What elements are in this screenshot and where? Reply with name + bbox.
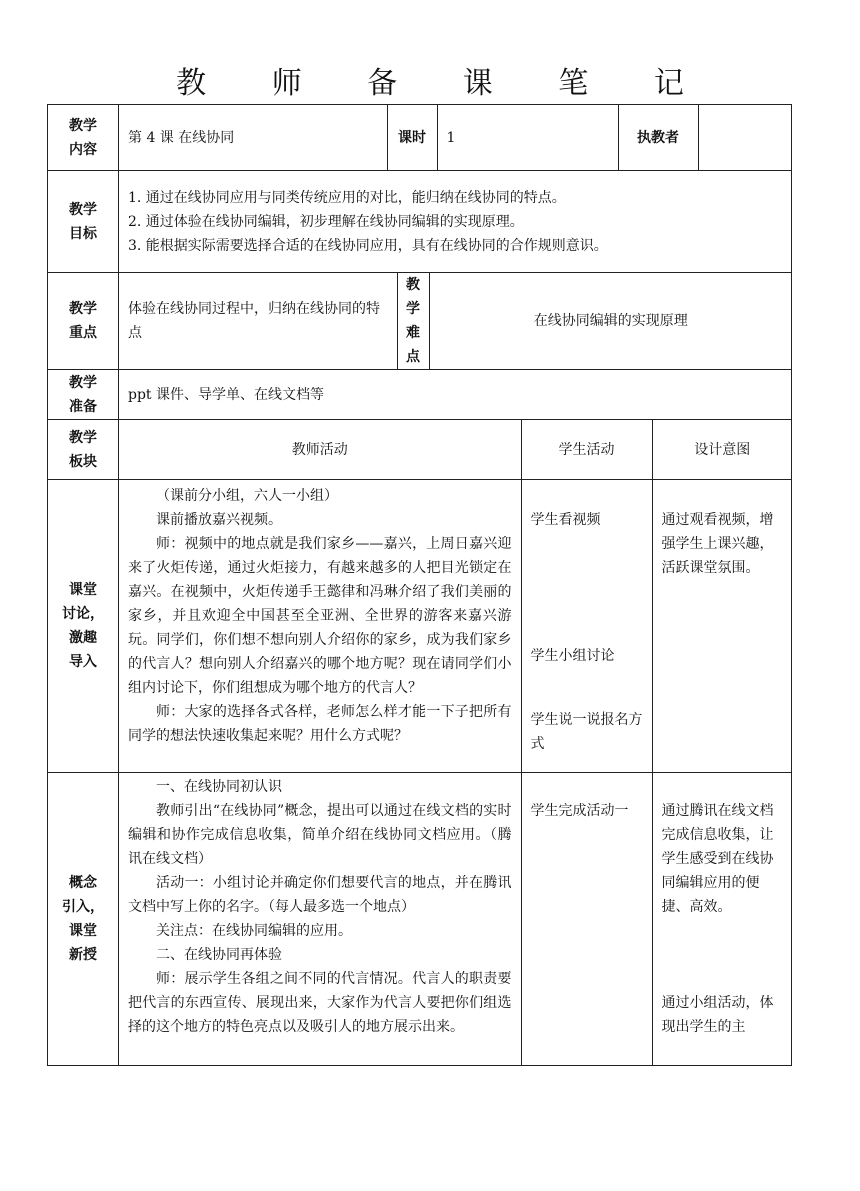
content-label: 教学内容 xyxy=(48,105,119,171)
prep-label: 教学准备 xyxy=(48,370,119,420)
period-label: 课时 xyxy=(387,105,437,170)
section2-intent: 通过腾讯在线文档完成信息收集，让学生感受到在线协同编辑应用的便捷、高效。 通过小组活动，体现出学生的主 xyxy=(652,773,792,1065)
difficulty-label: 教 学 难 点 xyxy=(397,273,429,369)
section1-label: 课堂 讨论， 激趣 导入 xyxy=(48,480,119,773)
row-content xyxy=(48,105,792,171)
row-prep xyxy=(48,370,792,420)
prep-value: ppt 课件、导学单、在线文档等 xyxy=(119,370,792,420)
student-activity-header: 学生活动 xyxy=(521,420,652,479)
goals-list xyxy=(119,171,792,273)
teacher-activity-header: 教师活动 xyxy=(291,441,348,458)
lesson-plan-table xyxy=(47,104,792,1066)
goal-item: 3. 能根据实际需要选择合适的在线协同应用，具有在线协同的合作规则意识。 xyxy=(128,237,608,254)
row-blocks-header xyxy=(48,420,792,480)
section1-intent: 通过观看视频，增强学生上课兴趣，活跃课堂氛围。 xyxy=(652,480,792,772)
goals-label: 教学目标 xyxy=(48,171,119,273)
difficulty-value: 在线协同编辑的实现原理 xyxy=(429,273,792,369)
section2-student: 学生完成活动一 xyxy=(521,773,652,1065)
period-value: 1 xyxy=(437,105,618,170)
section1-teacher: （课前分小组，六人一小组） 课前播放嘉兴视频。 师：视频中的地点就是我们家乡——嘉兴，上周日嘉兴迎来了火炬传递，通过火炬接力，有越来越多的人把目光锁定在嘉兴。在视频中，火炬传递手王懿律和冯琳介绍了我们美丽的家乡，并且欢迎全中国甚至全亚洲、全世界的游客来嘉兴游玩。同学们，你们想不想向别人介绍你的家乡，成为我们家乡的代言人？想向别人介绍嘉兴的哪个地方呢？现在请同学们小组内讨论下，你们组想成为哪个地方的代言人？ 师：大家的选择各式各样，老师怎么样才能一下子把所有同学的想法快速收集起来呢？用什么方式呢？ xyxy=(128,488,512,744)
key-label: 教学重点 xyxy=(48,273,119,370)
row-section-2 xyxy=(48,773,792,1066)
row-goals xyxy=(48,171,792,273)
key-value: 体验在线协同过程中，归纳在线协同的特点 xyxy=(128,301,380,341)
section2-label: 概念 引入， 课堂 新授 xyxy=(48,773,119,1066)
goal-item: 1. 通过在线协同应用与同类传统应用的对比，能归纳在线协同的特点。 xyxy=(128,189,566,206)
content-value: 第 4 课 在线协同 xyxy=(128,129,235,146)
page-title: 教 师 备 课 笔 记 xyxy=(176,66,712,101)
section1-student: 学生看视频 学生小组讨论 学生说一说报名方式 xyxy=(521,480,652,772)
row-focus xyxy=(48,273,792,370)
teacher-label: 执教者 xyxy=(618,105,698,170)
design-intent-header: 设计意图 xyxy=(652,420,792,479)
teacher-value xyxy=(698,105,792,170)
row-section-1 xyxy=(48,480,792,773)
blocks-label: 教学板块 xyxy=(48,420,119,480)
section2-teacher: 一、在线协同初认识 教师引出“在线协同”概念，提出可以通过在线文档的实时编辑和协作完成信息收集，简单介绍在线协同文档应用。（腾讯在线文档） 活动一：小组讨论并确定你们想要代言的地点，并在腾讯文档中写上你的名字。（每人最多选一个地点） 关注点：在线协同编辑的应用。 二、在线协同再体验 师：展示学生各组之间不同的代言情况。代言人的职责要把代言的东西宣传、展现出来，大家作为代言人要把你们组选择的这个地方的特色亮点以及吸引人的地方展示出来。 xyxy=(128,779,512,1035)
goal-item: 2. 通过体验在线协同编辑，初步理解在线协同编辑的实现原理。 xyxy=(128,213,524,230)
